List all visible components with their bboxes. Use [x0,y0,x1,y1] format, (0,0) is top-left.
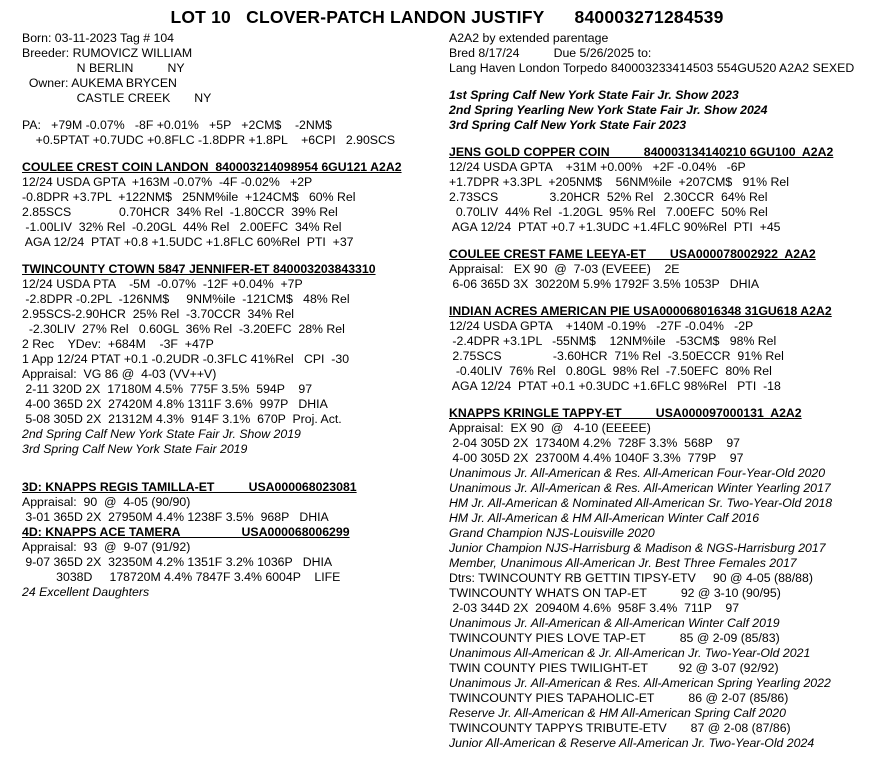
owner-line: Owner: AUKEMA BRYCEN [22,76,177,90]
mggs-heading: INDIAN ACRES AMERICAN PIE USA000068016348 31GU618 A2A2 [449,304,832,318]
third-dam-section [22,480,442,525]
ggd-honor: Unanimous Jr. All-American & Res. All-American Winter Yearling 2017 [449,481,831,495]
daughter-honor: Reserve Jr. All-American & HM All-American Spring Calf 2020 [449,706,786,720]
bred-due-line: Bred 8/17/24 Due 5/26/2025 to: [449,46,652,60]
show-honor: 3rd Spring Calf New York State Fair 2023 [449,118,687,132]
dam-line: 2 Rec YDev: +684M -3F +47P [22,337,214,351]
sire-heading: COULEE CREST COIN LANDON 840003214098954 6GU121 A2A2 [22,160,402,174]
ggd-section [449,406,889,751]
daughter-line: TWINCOUNTY WHATS ON TAP-ET 92 @ 3-10 (90/95) [449,586,781,600]
show-honors [449,88,889,133]
mgs-line: 12/24 USDA GPTA +31M +0.00% +2F -0.04% -6P [449,160,746,174]
show-honor: 2nd Spring Yearling New York State Fair Jr. Show 2024 [449,103,768,117]
mgs-heading: JENS GOLD COPPER COIN 840003134140210 6GU100 A2A2 [449,145,834,159]
mgs-line: 2.73SCS 3.20HCR 52% Rel 2.30CCR 64% Rel [449,190,768,204]
mggs-line: 12/24 USDA GPTA +140M -0.19% -27F -0.04% -2P [449,319,754,333]
ggd-line: 4-00 305D 2X 23700M 4.4% 1040F 3.3% 779P 97 [449,451,744,465]
dam-line: 2-11 320D 2X 17180M 4.5% 775F 3.5% 594P 97 [22,382,313,396]
service-sire-line: Lang Haven London Torpedo 840003233414503 554GU520 A2A2 SEXED [449,61,855,75]
mggs-line: -2.4DPR +3.1PL -55NM$ 12NM%ile -53CM$ 98% Rel [449,334,777,348]
mgs-section [449,145,889,235]
show-honor: 1st Spring Calf New York State Fair Jr. Show 2023 [449,88,739,102]
animal-header [22,31,442,106]
daughter-line: TWINCOUNTY PIES LOVE TAP-ET 85 @ 2-09 (85/83) [449,631,780,645]
dam-heading: TWINCOUNTY CTOWN 5847 JENNIFER-ET 840003203843310 [22,262,376,276]
third-dam-heading: 3D: KNAPPS REGIS TAMILLA-ET USA000068023081 [22,480,357,494]
right-column [449,31,889,751]
dam-line: 4-00 365D 2X 27420M 4.8% 1311F 3.6% 997P DHIA [22,397,328,411]
dam-line: Appraisal: VG 86 @ 4-03 (VV++V) [22,367,217,381]
daughter-honor: Unanimous Jr. All-American & Res. All-American Spring Yearling 2022 [449,676,831,690]
mggs-line: AGA 12/24 PTAT +0.1 +0.3UDC +1.6FLC 98%Rel PTI -18 [449,379,781,393]
ggd-honor: Junior Champion NJS-Harrisburg & Madison & NGS-Harrisburg 2017 [449,541,826,555]
sire-line: 2.85SCS 0.70HCR 34% Rel -1.80CCR 39% Rel [22,205,338,219]
third-dam-line: 3-01 365D 2X 27950M 4.4% 1238F 3.5% 968P DHIA [22,510,329,524]
fourth-dam-line: 3038D 178720M 4.4% 7847F 3.4% 6004P LIFE [22,570,341,584]
ggd-honor: Unanimous Jr. All-American & Res. All-American Four-Year-Old 2020 [449,466,826,480]
daughter-honor: Unanimous All-American & Jr. All-American Jr. Two-Year-Old 2021 [449,646,811,660]
parent-average [22,118,442,148]
sire-line: AGA 12/24 PTAT +0.8 +1.5UDC +1.8FLC 60%Rel PTI +37 [22,235,354,249]
dam-line: -2.8DPR -0.2PL -126NM$ 9NM%ile -121CM$ 48% Rel [22,292,350,306]
fourth-dam-line: 9-07 365D 2X 32350M 4.2% 1351F 3.2% 1036P DHIA [22,555,333,569]
third-dam-line: Appraisal: 90 @ 4-05 (90/90) [22,495,191,509]
ggd-honor: Member, Unanimous All-American Jr. Best Three Females 2017 [449,556,797,570]
dam-line: 2.95SCS-2.90HCR 25% Rel -3.70CCR 34% Rel [22,307,295,321]
breeder-line: Breeder: RUMOVICZ WILLIAM [22,46,193,60]
left-column [22,31,442,600]
daughter-line: TWINCOUNTY TAPPYS TRIBUTE-ETV 87 @ 2-08 (87/86) [449,721,791,735]
ggd-honor: HM Jr. All-American & Nominated All-American Sr. Two-Year-Old 2018 [449,496,833,510]
ggd-honor: HM Jr. All-American & HM All-American Winter Calf 2016 [449,511,760,525]
mggs-line: 2.75SCS -3.60HCR 71% Rel -3.50ECCR 91% Rel [449,349,784,363]
ggd-line: 2-04 305D 2X 17340M 4.2% 728F 3.3% 568P 97 [449,436,740,450]
dam-honor: 3rd Spring Calf New York State Fair 2019 [22,442,248,456]
genotype-line: A2A2 by extended parentage [449,31,609,45]
sire-line: -0.8DPR +3.7PL +122NM$ 25NM%ile +124CM$ 60% Rel [22,190,356,204]
mggs-line: -0.40LIV 76% Rel 0.80GL 98% Rel -7.50EFC 80% Rel [449,364,772,378]
granddam-line: Appraisal: EX 90 @ 7-03 (EVEEE) 2E [449,262,680,276]
mgs-line: +1.7DPR +3.3PL +205NM$ 56NM%ile +207CM$ 91% Rel [449,175,789,189]
daughter-honor: Unanimous Jr. All-American & All-American Winter Calf 2019 [449,616,780,630]
birth-line: Born: 03-11-2023 Tag # 104 [22,31,175,45]
daughter-line: Dtrs: TWINCOUNTY RB GETTIN TIPSY-ETV 90 @ 4-05 (88/88) [449,571,813,585]
mggs-section [449,304,889,394]
dam-line: 12/24 USDA PTA -5M -0.07% -12F +0.04% +7P [22,277,303,291]
lot-title: LOT 10 CLOVER-PATCH LANDON JUSTIFY 840003271284539 [170,7,724,27]
ggd-honor: Grand Champion NJS-Louisville 2020 [449,526,655,540]
dam-line: -2.30LIV 27% Rel 0.60GL 36% Rel -3.20EFC 28% Rel [22,322,345,336]
fourth-dam-section [22,525,442,600]
dam-honor: 2nd Spring Calf New York State Fair Jr. Show 2019 [22,427,301,441]
sire-line: 12/24 USDA GPTA +163M -0.07% -4F -0.02% +2P [22,175,313,189]
pa-line: +0.5PTAT +0.7UDC +0.8FLC -1.8DPR +1.8PL +6CPI 2.90SCS [22,133,396,147]
mgs-line: AGA 12/24 PTAT +0.7 +1.3UDC +1.4FLC 90%Rel PTI +45 [449,220,781,234]
fourth-dam-honor: 24 Excellent Daughters [22,585,150,599]
breeding-info [449,31,889,76]
dam-line: 5-08 305D 2X 21312M 4.3% 914F 3.1% 670P Proj. Act. [22,412,342,426]
fourth-dam-heading: 4D: KNAPPS ACE TAMERA USA000068006299 [22,525,350,539]
granddam-line: 6-06 365D 3X 30220M 5.9% 1792F 3.5% 1053P DHIA [449,277,760,291]
dam-section [22,262,442,457]
ggd-line: Appraisal: EX 90 @ 4-10 (EEEEE) [449,421,651,435]
mgs-line: 0.70LIV 44% Rel -1.20GL 95% Rel 7.00EFC 50% Rel [449,205,768,219]
granddam-heading: COULEE CREST FAME LEEYA-ET USA000078002922 A2A2 [449,247,816,261]
daughter-line: 2-03 344D 2X 20940M 4.6% 958F 3.4% 711P 97 [449,601,740,615]
sire-line: -1.00LIV 32% Rel -0.20GL 44% Rel 2.00EFC 34% Rel [22,220,342,234]
breeder-location: N BERLIN NY [22,61,185,75]
ggd-heading: KNAPPS KRINGLE TAPPY-ET USA000097000131 A2A2 [449,406,802,420]
daughter-line: TWIN COUNTY PIES TWILIGHT-ET 92 @ 3-07 (92/92) [449,661,779,675]
daughter-line: TWINCOUNTY PIES TAPAHOLIC-ET 86 @ 2-07 (85/86) [449,691,789,705]
sire-section [22,160,442,250]
pa-line: PA: +79M -0.07% -8F +0.01% +5P +2CM$ -2NM$ [22,118,332,132]
fourth-dam-line: Appraisal: 93 @ 9-07 (91/92) [22,540,191,554]
daughter-honor: Junior All-American & Reserve All-American Jr. Two-Year-Old 2024 [449,736,815,750]
owner-location: CASTLE CREEK NY [22,91,212,105]
dam-line: 1 App 12/24 PTAT +0.1 -0.2UDR -0.3FLC 41%Rel CPI -30 [22,352,350,366]
granddam-section [449,247,889,292]
